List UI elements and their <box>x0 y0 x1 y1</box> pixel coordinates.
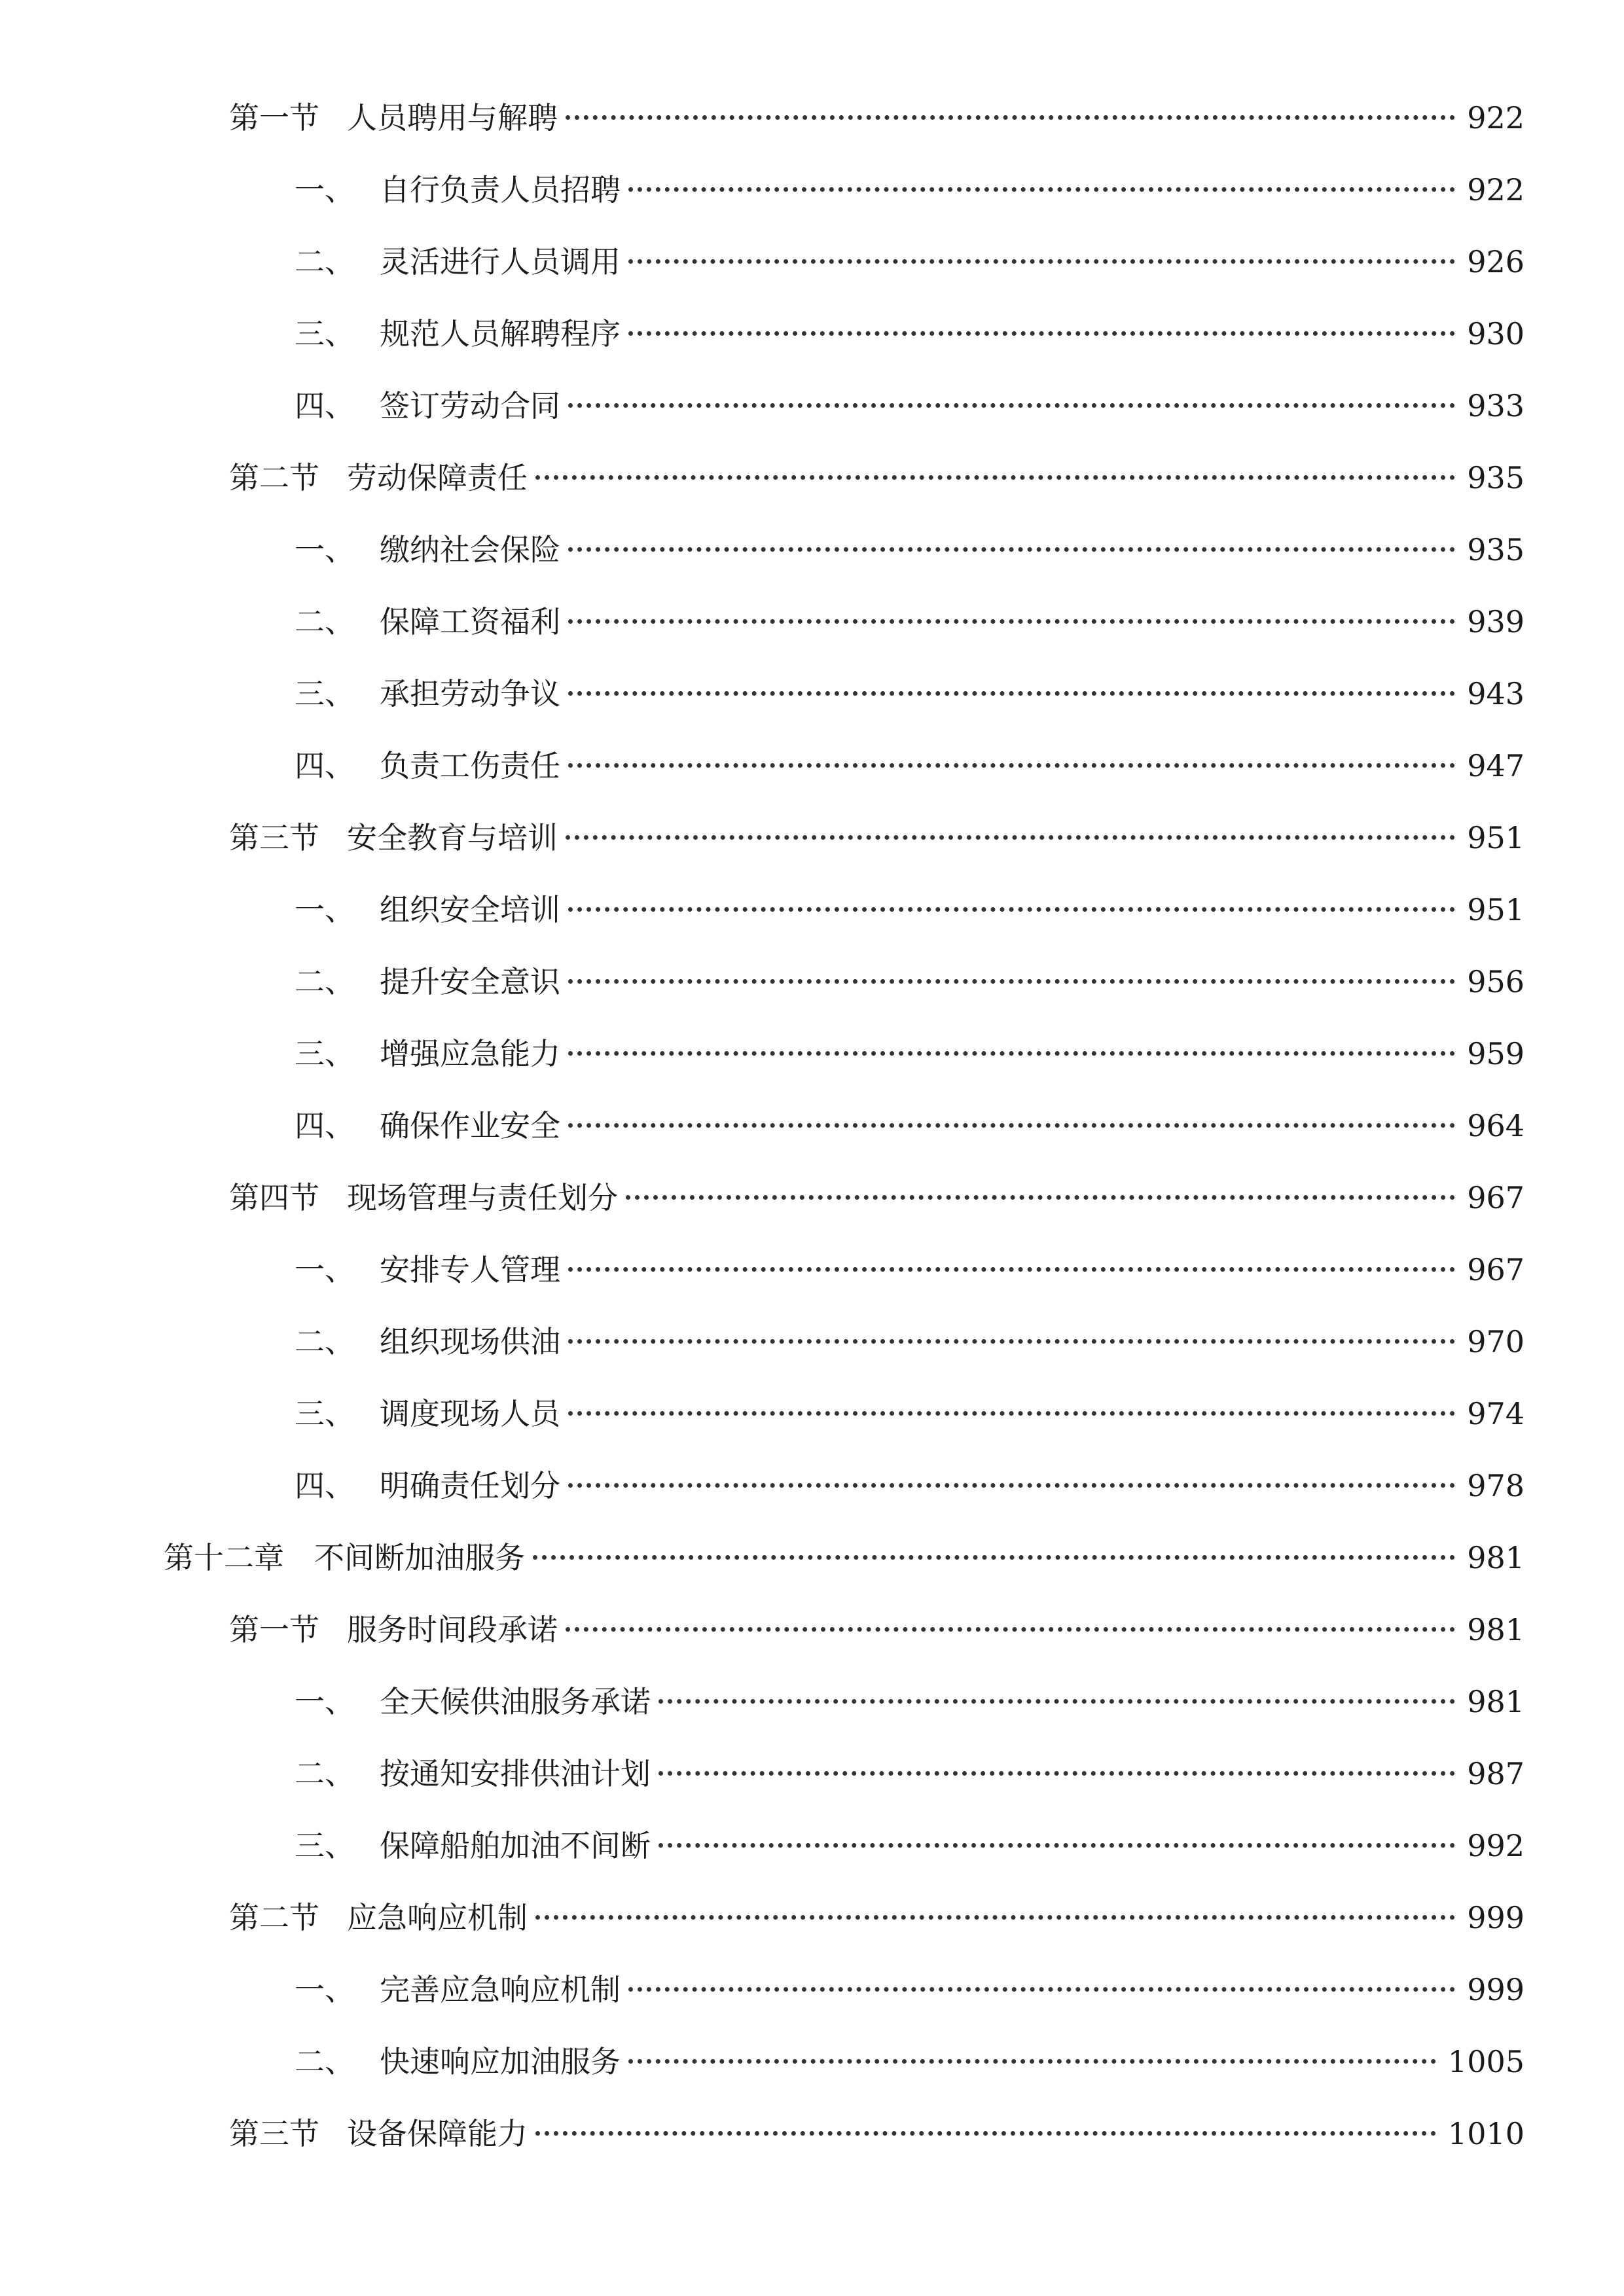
toc-entry-number: 第一节 <box>229 1612 319 1647</box>
toc-entry-item[interactable] <box>295 383 1525 429</box>
toc-entry-page-number: 964 <box>1467 1108 1525 1143</box>
toc-entry-number: 二、 <box>295 244 355 279</box>
toc-entry-item[interactable] <box>295 167 1525 213</box>
dot-leader <box>568 1051 1455 1056</box>
dot-leader <box>566 835 1455 840</box>
toc-entry-title: 人员聘用与解聘 <box>347 100 558 135</box>
toc-entry-title: 不间断加油服务 <box>314 1540 525 1575</box>
toc-entry-number: 一、 <box>295 1684 355 1719</box>
dot-leader <box>568 547 1455 552</box>
toc-entry-item[interactable] <box>295 1391 1525 1437</box>
dot-leader <box>566 1627 1455 1632</box>
dot-leader <box>568 1339 1455 1344</box>
toc-entry-number: 第三节 <box>229 2116 319 2151</box>
toc-entry-item[interactable] <box>295 1751 1525 1797</box>
toc-entry-number: 第十二章 <box>164 1540 284 1575</box>
toc-entry-title: 缴纳社会保险 <box>380 532 560 567</box>
toc-entry-page-number: 987 <box>1467 1756 1525 1791</box>
toc-entry-number: 三、 <box>295 316 355 351</box>
toc-entry-title: 安全教育与培训 <box>347 820 558 855</box>
dot-leader <box>568 403 1455 408</box>
toc-entry-page-number: 956 <box>1467 964 1525 999</box>
toc-entry-item[interactable] <box>295 1103 1525 1149</box>
toc-entry-number: 四、 <box>295 748 355 783</box>
toc-entry-title: 灵活进行人员调用 <box>380 244 621 279</box>
toc-entry-number: 二、 <box>295 2044 355 2079</box>
dot-leader <box>568 907 1455 912</box>
toc-entry-title: 设备保障能力 <box>347 2116 528 2151</box>
dot-leader <box>535 2131 1436 2136</box>
toc-entry-page-number: 933 <box>1467 388 1525 423</box>
toc-entry-item[interactable] <box>295 527 1525 573</box>
dot-leader <box>568 1123 1455 1128</box>
toc-entry-page-number: 939 <box>1467 604 1525 639</box>
toc-entry-number: 一、 <box>295 532 355 567</box>
toc-entry-title: 按通知安排供油计划 <box>380 1756 651 1791</box>
toc-entry-item[interactable] <box>295 311 1525 357</box>
toc-entry-item[interactable] <box>295 959 1525 1005</box>
dot-leader <box>568 1483 1455 1488</box>
toc-entry-title: 规范人员解聘程序 <box>380 316 621 351</box>
dot-leader <box>568 763 1455 768</box>
toc-entry-page-number: 1010 <box>1447 2116 1525 2151</box>
toc-entry-page-number: 999 <box>1467 1972 1525 2007</box>
dot-leader <box>566 115 1455 120</box>
toc-entry-page-number: 1005 <box>1447 2044 1525 2079</box>
toc-entry-section[interactable] <box>229 1607 1525 1653</box>
toc-entry-page-number: 926 <box>1467 244 1525 279</box>
toc-entry-title: 增强应急能力 <box>380 1036 560 1071</box>
toc-entry-title: 承担劳动争议 <box>380 676 560 711</box>
toc-entry-page-number: 935 <box>1467 532 1525 567</box>
dot-leader <box>568 691 1455 696</box>
toc-entry-item[interactable] <box>295 1463 1525 1509</box>
toc-entry-page-number: 922 <box>1467 100 1525 135</box>
toc-entry-title: 安排专人管理 <box>380 1252 560 1287</box>
toc-entry-page-number: 974 <box>1467 1396 1525 1431</box>
toc-entry-item[interactable] <box>295 1247 1525 1293</box>
toc-entry-title: 全天候供油服务承诺 <box>380 1684 651 1719</box>
dot-leader <box>628 2059 1436 2064</box>
dot-leader <box>535 1915 1455 1920</box>
toc-entry-number: 一、 <box>295 1972 355 2007</box>
toc-entry-title: 签订劳动合同 <box>380 388 560 423</box>
toc-entry-title: 现场管理与责任划分 <box>347 1180 618 1215</box>
toc-entry-section[interactable] <box>229 1895 1525 1941</box>
dot-leader <box>659 1843 1455 1848</box>
toc-entry-item[interactable] <box>295 1967 1525 2013</box>
toc-entry-item[interactable] <box>295 887 1525 933</box>
toc-entry-section[interactable] <box>229 1175 1525 1221</box>
dot-leader <box>535 475 1455 480</box>
toc-entry-page-number: 999 <box>1467 1900 1525 1935</box>
dot-leader <box>568 1267 1455 1272</box>
toc-entry-page-number: 947 <box>1467 748 1525 783</box>
dot-leader <box>628 331 1455 336</box>
toc-entry-page-number: 981 <box>1467 1684 1525 1719</box>
toc-entry-number: 三、 <box>295 1396 355 1431</box>
toc-entry-title: 提升安全意识 <box>380 964 560 999</box>
toc-entry-item[interactable] <box>295 239 1525 285</box>
toc-entry-page-number: 951 <box>1467 820 1525 855</box>
toc-entry-page-number: 935 <box>1467 460 1525 495</box>
dot-leader <box>628 187 1455 192</box>
toc-entry-number: 三、 <box>295 676 355 711</box>
dot-leader <box>659 1771 1455 1776</box>
toc-entry-number: 第三节 <box>229 820 319 855</box>
dot-leader <box>628 1987 1455 1992</box>
toc-entry-number: 四、 <box>295 1108 355 1143</box>
toc-entry-number: 第四节 <box>229 1180 319 1215</box>
toc-entry-number: 三、 <box>295 1036 355 1071</box>
toc-entry-item[interactable] <box>295 1823 1525 1869</box>
toc-entry-number: 二、 <box>295 1324 355 1359</box>
toc-entry-title: 完善应急响应机制 <box>380 1972 621 2007</box>
dot-leader <box>568 1411 1455 1416</box>
toc-entry-item[interactable] <box>295 599 1525 645</box>
toc-entry-title: 明确责任划分 <box>380 1468 560 1503</box>
toc-entry-number: 二、 <box>295 1756 355 1791</box>
toc-entry-page-number: 959 <box>1467 1036 1525 1071</box>
toc-entry-section[interactable] <box>229 2111 1525 2157</box>
toc-entry-page-number: 967 <box>1467 1180 1525 1215</box>
toc-entry-page-number: 981 <box>1467 1540 1525 1575</box>
toc-entry-number: 一、 <box>295 892 355 927</box>
toc-entry-title: 保障工资福利 <box>380 604 560 639</box>
toc-entry-number: 一、 <box>295 1252 355 1287</box>
toc-entry-number: 第二节 <box>229 1900 319 1935</box>
dot-leader <box>628 259 1455 264</box>
toc-entry-section[interactable] <box>229 815 1525 861</box>
toc-entry-title: 应急响应机制 <box>347 1900 528 1935</box>
toc-entry-number: 二、 <box>295 604 355 639</box>
dot-leader <box>626 1195 1455 1200</box>
toc-entry-number: 第二节 <box>229 460 319 495</box>
toc-entry-page-number: 967 <box>1467 1252 1525 1287</box>
toc-entry-number: 四、 <box>295 388 355 423</box>
toc-entry-number: 一、 <box>295 172 355 207</box>
toc-entry-title: 组织现场供油 <box>380 1324 560 1359</box>
toc-entry-page-number: 981 <box>1467 1612 1525 1647</box>
dot-leader <box>533 1555 1455 1560</box>
toc-entry-section[interactable] <box>229 455 1525 501</box>
dot-leader <box>568 619 1455 624</box>
toc-entry-title: 劳动保障责任 <box>347 460 528 495</box>
toc-entry-page-number: 951 <box>1467 892 1525 927</box>
toc-entry-chapter[interactable] <box>164 1535 1525 1581</box>
toc-entry-item[interactable] <box>295 1031 1525 1077</box>
toc-entry-title: 确保作业安全 <box>380 1108 560 1143</box>
dot-leader <box>568 979 1455 984</box>
toc-entry-title: 调度现场人员 <box>380 1396 560 1431</box>
toc-entry-page-number: 992 <box>1467 1828 1525 1863</box>
toc-entry-item[interactable] <box>295 1679 1525 1725</box>
toc-entry-page-number: 943 <box>1467 676 1525 711</box>
toc-entry-item[interactable] <box>295 1319 1525 1365</box>
toc-entry-item[interactable] <box>295 2039 1525 2085</box>
toc-entry-item[interactable] <box>295 743 1525 789</box>
dot-leader <box>659 1699 1455 1704</box>
toc-entry-page-number: 978 <box>1467 1468 1525 1503</box>
toc-entry-title: 负责工伤责任 <box>380 748 560 783</box>
toc-entry-page-number: 922 <box>1467 172 1525 207</box>
toc-entry-title: 自行负责人员招聘 <box>380 172 621 207</box>
toc-entry-page-number: 930 <box>1467 316 1525 351</box>
toc-entry-title: 组织安全培训 <box>380 892 560 927</box>
toc-entry-number: 四、 <box>295 1468 355 1503</box>
toc-entry-title: 服务时间段承诺 <box>347 1612 558 1647</box>
toc-entry-number: 第一节 <box>229 100 319 135</box>
toc-entry-title: 快速响应加油服务 <box>380 2044 621 2079</box>
toc-entry-item[interactable] <box>295 671 1525 717</box>
toc-entry-section[interactable] <box>229 95 1525 141</box>
toc-entry-number: 三、 <box>295 1828 355 1863</box>
toc-entry-title: 保障船舶加油不间断 <box>380 1828 651 1863</box>
toc-entry-page-number: 970 <box>1467 1324 1525 1359</box>
toc-entry-number: 二、 <box>295 964 355 999</box>
